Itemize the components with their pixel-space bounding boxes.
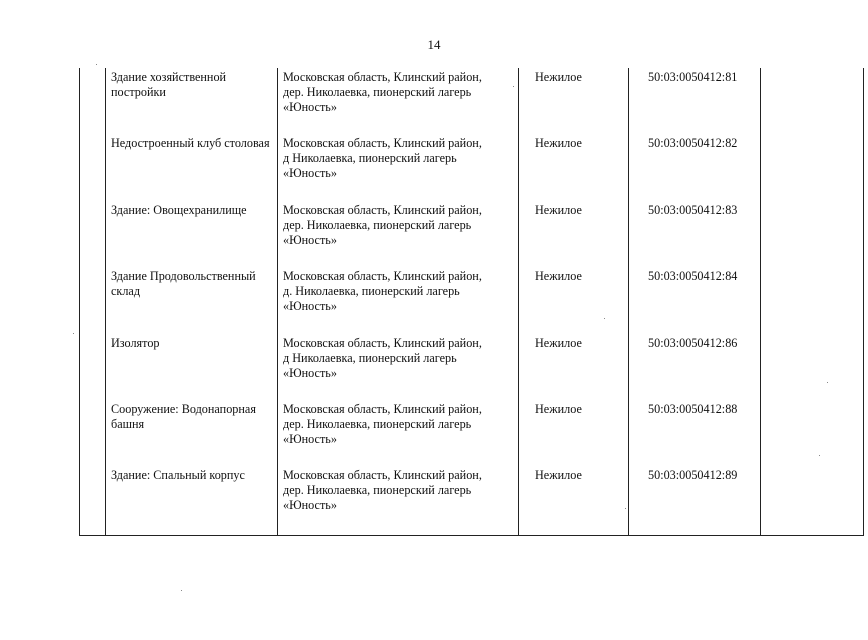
- address-line: Московская область, Клинский район,: [283, 402, 482, 416]
- address-line: Московская область, Клинский район,: [283, 269, 482, 283]
- cadastral-number-cell: 50:03:0050412:89: [648, 468, 738, 482]
- address-line: «Юность»: [283, 366, 337, 380]
- scan-speck: [181, 590, 182, 591]
- address-cell: [283, 136, 515, 181]
- address-line: «Юность»: [283, 166, 337, 180]
- property-table: [79, 68, 864, 536]
- object-type-cell: Нежилое: [535, 336, 582, 350]
- address-line: «Юность»: [283, 100, 337, 114]
- table-row: [80, 336, 863, 402]
- page-number: 14: [427, 37, 441, 52]
- address-line: дер. Николаевка, пионерский лагерь: [283, 218, 472, 232]
- address-line: дер. Николаевка, пионерский лагерь: [283, 417, 472, 431]
- object-type-cell: Нежилое: [535, 70, 582, 84]
- address-cell: [283, 203, 515, 248]
- address-line: д. Николаевка, пионерский лагерь: [283, 284, 460, 298]
- scan-speck: [625, 508, 626, 509]
- scan-speck: [513, 86, 514, 87]
- scan-speck: [604, 318, 605, 319]
- scan-speck: [73, 333, 74, 334]
- address-line: Московская область, Клинский район,: [283, 468, 482, 482]
- table-row: [80, 70, 863, 136]
- object-name-line: башня: [111, 417, 145, 431]
- address-line: «Юность»: [283, 233, 337, 247]
- cadastral-number-cell: 50:03:0050412:84: [648, 269, 738, 283]
- address-line: д Николаевка, пионерский лагерь: [283, 151, 457, 165]
- table-row: [80, 136, 863, 202]
- scan-speck: [96, 64, 97, 65]
- object-type-cell: Нежилое: [535, 203, 582, 217]
- table-row: [80, 203, 863, 269]
- address-cell: [283, 70, 515, 115]
- address-cell: [283, 468, 515, 513]
- cadastral-number-cell: 50:03:0050412:88: [648, 402, 738, 416]
- address-line: дер. Николаевка, пионерский лагерь: [283, 85, 472, 99]
- object-type-cell: Нежилое: [535, 402, 582, 416]
- object-name-line: Изолятор: [111, 336, 160, 350]
- object-type-cell: Нежилое: [535, 468, 582, 482]
- address-line: «Юность»: [283, 299, 337, 313]
- object-name-line: постройки: [111, 85, 166, 99]
- object-name-line: склад: [111, 284, 141, 298]
- object-name-line: Здание: Спальный корпус: [111, 468, 245, 482]
- object-name-cell: [111, 336, 279, 351]
- address-line: Московская область, Клинский район,: [283, 70, 482, 84]
- scan-speck: [827, 382, 828, 383]
- address-line: «Юность»: [283, 498, 337, 512]
- scan-speck: [819, 455, 820, 456]
- table-row: [80, 468, 863, 534]
- table-row: [80, 269, 863, 335]
- object-type-cell: Нежилое: [535, 269, 582, 283]
- address-cell: [283, 269, 515, 314]
- object-name-cell: [111, 203, 279, 218]
- object-name-cell: [111, 269, 279, 299]
- object-name-line: Здание Продовольственный: [111, 269, 256, 283]
- address-line: дер. Николаевка, пионерский лагерь: [283, 483, 472, 497]
- object-name-line: Сооружение: Водонапорная: [111, 402, 256, 416]
- object-name-line: Здание хозяйственной: [111, 70, 227, 84]
- object-name-cell: [111, 136, 279, 151]
- address-line: Московская область, Клинский район,: [283, 203, 482, 217]
- object-type-cell: Нежилое: [535, 136, 582, 150]
- object-name-cell: [111, 70, 279, 100]
- cadastral-number-cell: 50:03:0050412:81: [648, 70, 738, 84]
- table-row: [80, 402, 863, 468]
- address-line: д Николаевка, пионерский лагерь: [283, 351, 457, 365]
- object-name-line: Недостроенный клуб столовая: [111, 136, 270, 150]
- cadastral-number-cell: 50:03:0050412:82: [648, 136, 738, 150]
- object-name-cell: [111, 468, 279, 483]
- address-line: Московская область, Клинский район,: [283, 336, 482, 350]
- cadastral-number-cell: 50:03:0050412:86: [648, 336, 738, 350]
- object-name-line: Здание: Овощехранилище: [111, 203, 247, 217]
- address-line: «Юность»: [283, 432, 337, 446]
- object-name-cell: [111, 402, 279, 432]
- cadastral-number-cell: 50:03:0050412:83: [648, 203, 738, 217]
- address-cell: [283, 402, 515, 447]
- address-line: Московская область, Клинский район,: [283, 136, 482, 150]
- address-cell: [283, 336, 515, 381]
